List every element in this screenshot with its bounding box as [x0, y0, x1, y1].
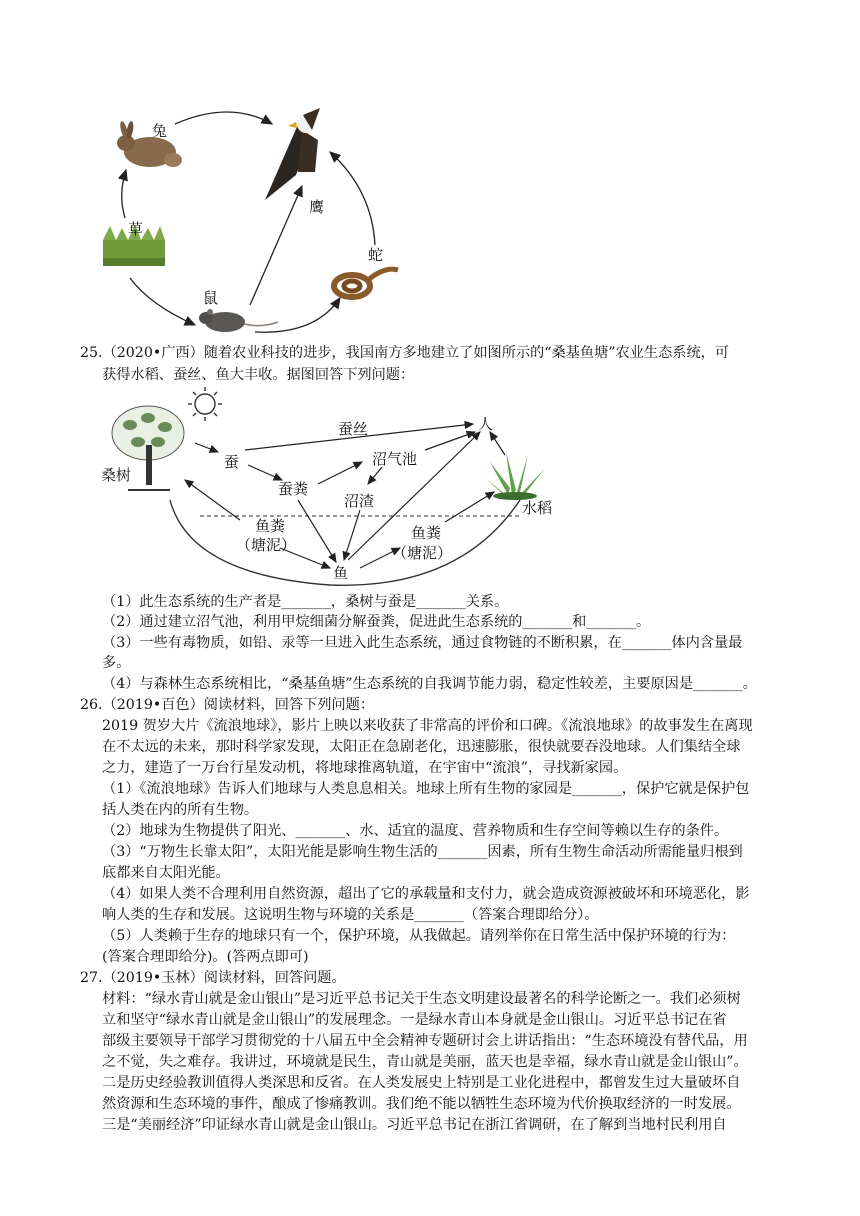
q26-sub1-line2: 括人类在内的所有生物。 [102, 802, 259, 818]
label-mulberry: 桑树 [101, 466, 132, 484]
mulberry-fish-pond-diagram [0, 0, 860, 600]
q27-material-line3: 部级主要领导干部学习贯彻党的十八届五中全会精神专题研讨会上讲话指出：“生态环境没有替代品，用 [102, 1033, 748, 1049]
label-silk: 蚕丝 [338, 420, 369, 438]
q27-material-line4: 之不觉，失之难存。我讲过，环境就是民生，青山就是美丽，蓝天也是幸福，绿水青山就是金山银山”。 [102, 1054, 748, 1070]
q25-stem-line1: 25.（2020•广西）随着农业科技的进步，我国南方多地建立了如图所示的“桑基鱼塘”农业生态系统，可 [80, 345, 730, 361]
arrow-fishdung-right-to-rice [445, 492, 494, 522]
label-pond-mud-left: （塘泥） [236, 536, 297, 554]
label-mouse: 鼠 [203, 289, 219, 307]
arrow-rice-to-human [490, 432, 505, 455]
label-pond-mud-right: （塘泥） [392, 544, 453, 562]
sun-icon [188, 387, 222, 421]
q27-material-line5: 二是历史经验教训值得人类深思和反省。在人类发展史上特别是工业化进程中，都曾发生过大量破坏自 [102, 1075, 741, 1091]
q26-stem: 26.（2019•百色）阅读材料，回答下列问题： [80, 697, 375, 713]
label-biogas-pool: 沼气池 [372, 450, 418, 468]
q26-sub1-line1: （1）《流浪地球》告诉人们地球与人类息息相关。地球上所有生物的家园是_______，保护它就是保护包 [102, 781, 750, 797]
q26-sub3-line2: 底都来自太阳光能。 [102, 865, 230, 881]
q26-material-line2: 在不太远的未来，那时科学家发现，太阳正在急剧老化，迅速膨胀，很快就要吞没地球。人们集结全球 [102, 739, 741, 755]
arrow-dung-to-biogas-pool [318, 462, 362, 484]
q25-sub3-line2: 多。 [102, 655, 131, 671]
q25-sub3-line1: （3）一些有毒物质，如铅、汞等一旦进入此生态系统，通过食物链的不断积累，在_______体内含量最 [102, 635, 743, 651]
arrow-biogas-pool-to-residue [368, 467, 382, 484]
q26-sub4-line1: （4）如果人类不合理利用自然资源，超出了它的承载量和支付力，就会造成资源被破坏和环境恶化，影 [102, 886, 750, 902]
label-grass: 草 [128, 220, 144, 238]
arrow-dung-to-fish [298, 500, 336, 562]
label-snake: 蛇 [368, 246, 384, 264]
arrow-fishdung-left-to-mulberry [185, 480, 240, 520]
label-fish: 鱼 [333, 564, 349, 582]
q26-sub3-line1: （3）“万物生长靠太阳”，太阳光能是影响生物生活的_______因素，所有生物生命活动所需能量归根到 [102, 844, 743, 860]
q26-material-line3: 之力，建造了一万台行星发动机，将地球推离轨道，在宇宙中“流浪”，寻找新家园。 [102, 760, 628, 776]
q27-material-line7: 三是“美丽经济”印证绿水青山就是金山银山。习近平总书记在浙江省调研，在了解到当地村民利用自 [102, 1117, 727, 1133]
label-eagle: 鹰 [309, 198, 325, 216]
label-silkworm-dung: 蚕粪 [278, 480, 309, 498]
label-rice: 水稻 [522, 499, 553, 517]
label-fish-dung-right: 鱼粪 [411, 524, 442, 542]
label-biogas-residue: 沼渣 [344, 492, 375, 510]
arrow-mulberry-to-silkworm [195, 443, 218, 452]
q26-sub5-line1: （5）人类赖于生存的地球只有一个，保护环境，从我做起。请列举你在日常生活中保护环境的行为： [102, 928, 736, 944]
arrow-silkworm-to-silkworm-dung [248, 465, 282, 480]
arrow-residue-to-fish [344, 510, 360, 560]
q27-stem: 27.（2019•玉林）阅读材料，回答问题。 [80, 970, 346, 986]
q26-sub2: （2）地球为生物提供了阳光、_______、水、适宜的温度、营养物质和生存空间等赖以生存的条件。 [102, 823, 729, 839]
q25-stem-line2: 获得水稻、蚕丝、鱼大丰收。据图回答下列问题： [102, 367, 415, 383]
q27-material-line2: 立和坚守“绿水青山就是金山银山”的发展理念。一是绿水青山本身就是金山银山。习近平总书记在省 [102, 1012, 727, 1028]
rice-plant-illustration [485, 452, 545, 500]
arrow-biogas-pool-to-human [425, 432, 475, 450]
q26-sub4-line2: 响人类的生存和发展。这说明生物与环境的关系是_______（答案合理即给分）。 [102, 907, 599, 923]
q25-sub4: （4）与森林生态系统相比，“桑基鱼塘”生态系统的自我调节能力弱，稳定性较差，主要原因是_______。 [102, 676, 757, 692]
label-fish-dung-left: 鱼粪 [255, 517, 286, 535]
q26-material-line1: 2019 贺岁大片《流浪地球》，影片上映以来收获了非常高的评价和口碑。《流浪地球》的故事发生在离现 [102, 718, 753, 734]
q26-sub5-line2: (答案合理即给分)。(答两点即可) [102, 949, 309, 965]
q25-sub2: （2）通过建立沼气池，利用甲烷细菌分解蚕粪，促进此生态系统的_______和_______。 [102, 614, 651, 630]
label-human: 人 [478, 415, 494, 433]
q25-sub1: （1）此生态系统的生产者是_______，桑树与蚕是_______关系。 [102, 594, 509, 610]
q27-material-line6: 然资源和生态环境的事件，酿成了惨痛教训。我们绝不能以牺牲生态环境为代价换取经济的一时发展。 [102, 1096, 741, 1112]
label-rabbit: 兔 [152, 122, 168, 140]
label-silkworm: 蚕 [224, 453, 240, 471]
q27-material-line1: 材料：“绿水青山就是金山银山”是习近平总书记关于生态文明建设最著名的科学论断之一。我们必须树 [102, 991, 741, 1007]
